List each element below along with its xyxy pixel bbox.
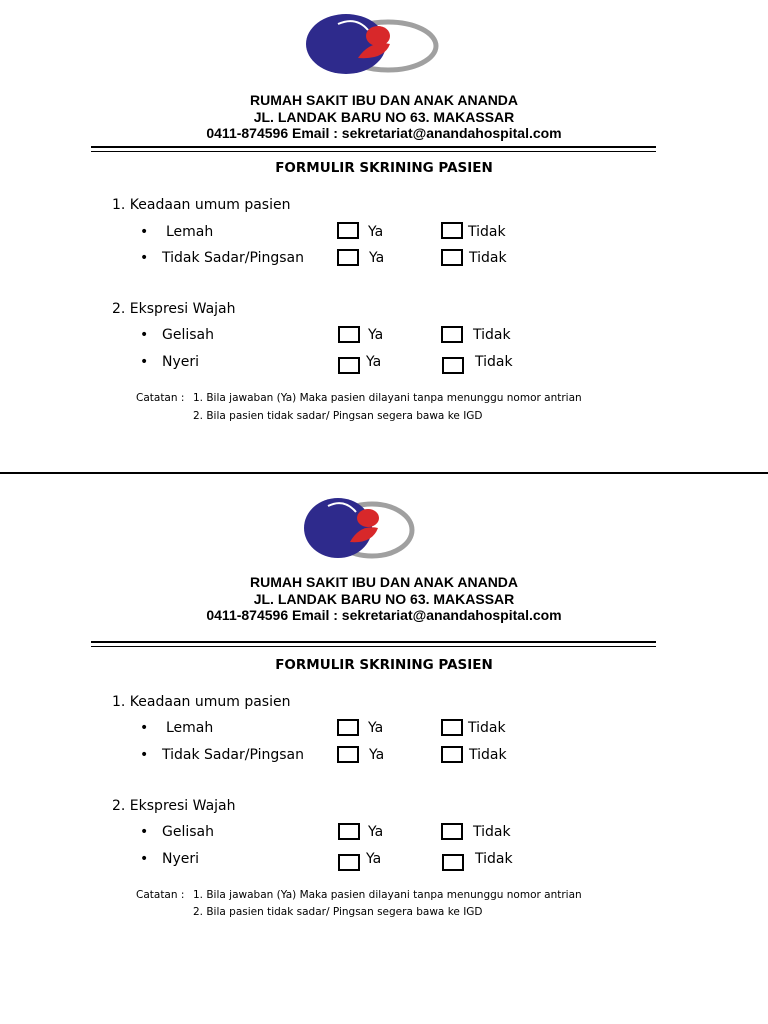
item-label: Gelisah — [162, 824, 214, 840]
hospital-logo — [298, 486, 426, 566]
bullet: • — [140, 824, 149, 840]
item-label: Lemah — [166, 224, 214, 240]
note-line-1: 1. Bila jawaban (Ya) Maka pasien dilayani tanpa menunggu nomor antrian — [193, 392, 582, 404]
no-label: Tidak — [475, 354, 513, 370]
no-label: Tidak — [475, 851, 513, 867]
no-label: Tidak — [473, 327, 511, 343]
note-line-2: 2. Bila pasien tidak sadar/ Pingsan segera bawa ke IGD — [193, 906, 483, 918]
note-line-2: 2. Bila pasien tidak sadar/ Pingsan segera bawa ke IGD — [193, 410, 483, 422]
item-label: Lemah — [166, 720, 214, 736]
hospital-name: RUMAH SAKIT IBU DAN ANAK ANANDA — [249, 92, 519, 108]
item-label: Nyeri — [162, 354, 200, 370]
section-heading: 2. Ekspresi Wajah — [112, 301, 236, 317]
yes-label: Ya — [366, 354, 382, 370]
bullet: • — [140, 224, 149, 240]
hospital-contact: 0411-874596 Email : sekretariat@anandahospital.com — [206, 607, 562, 623]
bullet: • — [140, 327, 149, 343]
yes-label: Ya — [368, 327, 384, 343]
form-title: FORMULIR SKRINING PASIEN — [275, 657, 493, 673]
yes-label: Ya — [368, 720, 384, 736]
yes-checkbox[interactable] — [338, 357, 360, 374]
item-label: Gelisah — [162, 327, 214, 343]
no-label: Tidak — [469, 747, 507, 763]
hospital-address: JL. LANDAK BARU NO 63. MAKASSAR — [253, 590, 515, 607]
yes-checkbox[interactable] — [338, 854, 360, 871]
header-rule-thin — [91, 151, 656, 152]
no-label: Tidak — [473, 824, 511, 840]
notes-prefix: Catatan : — [136, 392, 185, 404]
yes-label: Ya — [366, 851, 382, 867]
bullet: • — [140, 747, 149, 763]
hospital-address: JL. LANDAK BARU NO 63. MAKASSAR — [253, 108, 515, 125]
no-checkbox[interactable] — [442, 854, 464, 871]
yes-label: Ya — [368, 824, 384, 840]
item-label: Tidak Sadar/Pingsan — [162, 747, 304, 763]
no-label: Tidak — [469, 250, 507, 266]
screening-form-1 — [0, 0, 768, 470]
bullet: • — [140, 250, 149, 266]
header-rule — [91, 641, 656, 643]
no-label: Tidak — [468, 224, 506, 240]
no-checkbox[interactable] — [442, 357, 464, 374]
item-label: Nyeri — [162, 851, 200, 867]
section-heading: 1. Keadaan umum pasien — [112, 694, 291, 710]
hospital-name: RUMAH SAKIT IBU DAN ANAK ANANDA — [249, 574, 519, 590]
yes-label: Ya — [369, 250, 385, 266]
yes-checkbox[interactable] — [338, 823, 360, 840]
yes-label: Ya — [368, 224, 384, 240]
bullet: • — [140, 851, 149, 867]
cut-line — [0, 472, 768, 474]
no-checkbox[interactable] — [441, 719, 463, 736]
header-rule-thin — [91, 646, 656, 647]
item-label: Tidak Sadar/Pingsan — [162, 250, 304, 266]
yes-checkbox[interactable] — [337, 719, 359, 736]
form-title: FORMULIR SKRINING PASIEN — [275, 160, 493, 176]
section-heading: 2. Ekspresi Wajah — [112, 798, 236, 814]
hospital-contact: 0411-874596 Email : sekretariat@anandahospital.com — [206, 125, 562, 141]
note-line-1: 1. Bila jawaban (Ya) Maka pasien dilayani tanpa menunggu nomor antrian — [193, 889, 582, 901]
hospital-logo — [298, 10, 453, 82]
yes-checkbox[interactable] — [337, 222, 359, 239]
bullet: • — [140, 720, 149, 736]
header-rule — [91, 146, 656, 148]
no-checkbox[interactable] — [441, 746, 463, 763]
no-label: Tidak — [468, 720, 506, 736]
yes-checkbox[interactable] — [338, 326, 360, 343]
yes-checkbox[interactable] — [337, 249, 359, 266]
no-checkbox[interactable] — [441, 823, 463, 840]
section-heading: 1. Keadaan umum pasien — [112, 197, 291, 213]
screening-form-2 — [0, 478, 768, 948]
no-checkbox[interactable] — [441, 222, 463, 239]
yes-checkbox[interactable] — [337, 746, 359, 763]
no-checkbox[interactable] — [441, 326, 463, 343]
notes-prefix: Catatan : — [136, 889, 185, 901]
no-checkbox[interactable] — [441, 249, 463, 266]
yes-label: Ya — [369, 747, 385, 763]
bullet: • — [140, 354, 149, 370]
